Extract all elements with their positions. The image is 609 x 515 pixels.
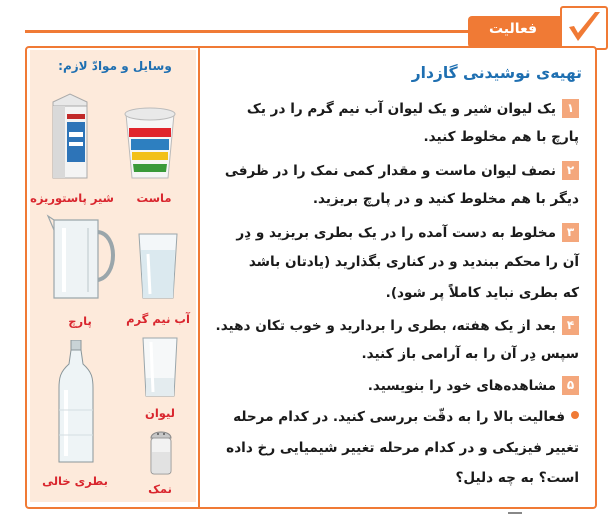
- step-4-line-2: سپس دِر آن را به آرامی باز کنید.: [361, 346, 579, 362]
- step-3-line-2: آن را محکم ببندید و در کناری بگذارید (یادتان باشد: [248, 254, 579, 270]
- step-number: ۵: [562, 376, 579, 395]
- milk-carton-icon: [45, 92, 95, 184]
- activity-title: تهیه‌ی نوشیدنی گازدار: [411, 64, 582, 82]
- step-number: ۲: [562, 161, 579, 180]
- column-divider: [198, 46, 200, 509]
- pitcher-icon: [40, 214, 120, 310]
- bullet-icon: [571, 411, 579, 419]
- material-label-pitcher: پارچ: [68, 314, 92, 328]
- bottle-icon: [56, 340, 96, 472]
- empty-glass-icon: [140, 336, 180, 404]
- step-2-line-2: دیگر با هم مخلوط کنید و در پارچ بریزید.: [312, 191, 579, 207]
- materials-title: وسایل و موادّ لازم:: [58, 59, 172, 73]
- step-4-line-1: ۴بعد از یک هفته، بطری را بردارید و خوب تکان دهید.: [216, 316, 579, 335]
- yogurt-cup-icon: [120, 106, 180, 186]
- checkmark-icon: [560, 6, 608, 50]
- question-line-1: فعالیت بالا را به دقّت بررسی کنید. در کدام مرحله: [233, 409, 579, 425]
- material-label-glass: لیوان: [145, 406, 175, 420]
- step-5-line-1: ۵مشاهده‌های خود را بنویسید.: [368, 376, 579, 395]
- question-line-2: تغییر فیزیکی و در کدام مرحله تغییر شیمیایی رخ داده: [226, 440, 579, 456]
- material-label-salt: نمک: [148, 482, 172, 496]
- step-number: ۱: [562, 99, 579, 118]
- material-label-milk: شیر پاستوریزه: [30, 191, 114, 205]
- material-label-yogurt: ماست: [136, 191, 172, 205]
- step-3-line-3: که بطری نباید کاملاً پر شود).: [385, 285, 579, 301]
- salt-shaker-icon: [146, 428, 176, 482]
- activity-tab-label: فعالیت: [488, 21, 538, 37]
- material-label-water: آب نیم گرم: [126, 312, 190, 326]
- step-number: ۴: [562, 316, 579, 335]
- water-glass-icon: [136, 232, 180, 306]
- step-1-line-1: ۱یک لیوان شیر و یک لیوان آب نیم گرم را در یک: [247, 99, 579, 118]
- step-2-line-1: ۲نصف لیوان ماست و مقدار کمی نمک را در ظرفی: [225, 161, 579, 180]
- step-1-line-2: پارچ با هم مخلوط کنید.: [423, 129, 579, 145]
- question-line-3: است؟ به چه دلیل؟: [455, 470, 579, 486]
- page-mark: [508, 512, 522, 514]
- material-label-bottle: بطری خالی: [42, 474, 108, 488]
- step-number: ۳: [562, 223, 579, 242]
- step-3-line-1: ۳مخلوط به دست آمده را در یک بطری بریزید و دِر: [236, 223, 579, 242]
